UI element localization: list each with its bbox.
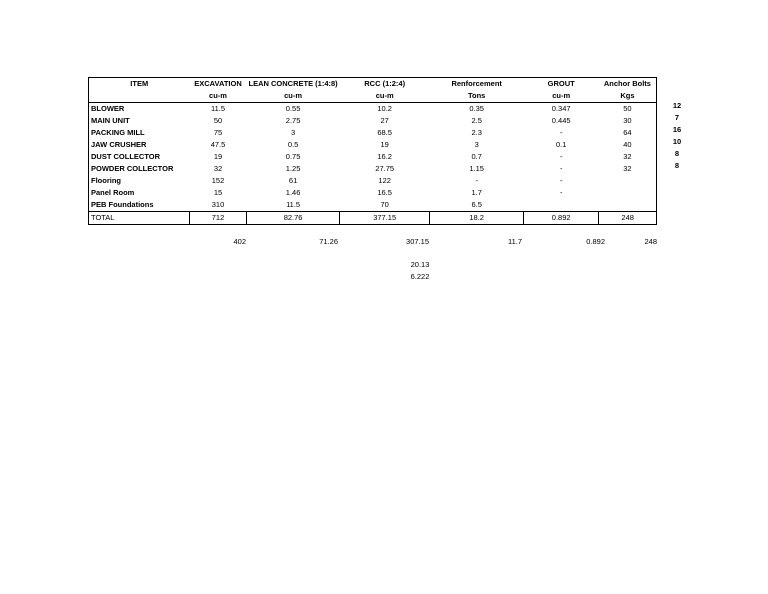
value-cell: 0.5 bbox=[287, 140, 299, 149]
side-value: 10 bbox=[672, 137, 682, 146]
value-cell: - bbox=[559, 188, 563, 197]
table-row bbox=[89, 175, 657, 187]
below-sum-excavation: 402 bbox=[233, 237, 246, 246]
value-cell: 2.3 bbox=[471, 128, 482, 137]
value-cell: 0.35 bbox=[469, 104, 484, 113]
item-name: PACKING MILL bbox=[91, 128, 145, 137]
value-cell: - bbox=[559, 128, 563, 137]
value-cell: 16.2 bbox=[377, 152, 392, 161]
value-cell: 47.5 bbox=[210, 140, 226, 149]
side-value: 12 bbox=[672, 101, 682, 110]
value-cell: 32 bbox=[213, 164, 223, 173]
table-row bbox=[89, 187, 657, 199]
value-cell bbox=[599, 199, 657, 212]
value-cell: 0.55 bbox=[285, 104, 301, 113]
value-cell: 50 bbox=[213, 116, 223, 125]
value-cell: 32 bbox=[623, 164, 632, 173]
total-anchor-bolts: 248 bbox=[599, 212, 657, 225]
value-cell: 16.5 bbox=[377, 188, 392, 197]
value-cell: 19 bbox=[213, 152, 223, 161]
value-cell: 64 bbox=[623, 128, 632, 137]
value-cell: 0.7 bbox=[471, 152, 482, 161]
value-cell: 11.5 bbox=[286, 200, 301, 209]
value-cell: 0.445 bbox=[551, 116, 571, 125]
table-row bbox=[89, 151, 657, 163]
total-row bbox=[89, 212, 657, 225]
item-name: PEB Foundations bbox=[91, 200, 154, 209]
header-anchor-bolts: Anchor Bolts bbox=[603, 79, 651, 88]
value-cell: 32 bbox=[623, 152, 632, 161]
unit-cell: cu-m bbox=[524, 90, 599, 103]
header-item: ITEM bbox=[130, 79, 149, 88]
side-value: 16 bbox=[672, 125, 682, 134]
item-name: Flooring bbox=[91, 176, 121, 185]
table-row bbox=[89, 139, 657, 151]
unit-cell: cu-m bbox=[247, 90, 340, 103]
below-sum-rcc: 307.15 bbox=[406, 237, 429, 246]
value-cell: 3 bbox=[474, 140, 479, 149]
table-row bbox=[89, 115, 657, 127]
value-cell: 61 bbox=[288, 176, 298, 185]
total-label: TOTAL bbox=[89, 212, 190, 225]
header-excavation: EXCAVATION bbox=[194, 79, 242, 88]
below-sum-anchor-bolts: 248 bbox=[644, 237, 657, 246]
item-name: BLOWER bbox=[91, 104, 125, 113]
value-cell: 1.7 bbox=[471, 188, 482, 197]
header-grout: GROUT bbox=[547, 79, 575, 88]
value-cell: - bbox=[559, 176, 563, 185]
below-sum-lean-concrete: 71.26 bbox=[319, 237, 338, 246]
unit-cell: Kgs bbox=[599, 90, 657, 103]
total-grout: 0.892 bbox=[524, 212, 599, 225]
total-lean-concrete: 82.76 bbox=[247, 212, 340, 225]
value-cell: - bbox=[559, 164, 563, 173]
table-row bbox=[89, 199, 657, 212]
value-cell: 40 bbox=[623, 140, 632, 149]
header-reinforcement: Renforcement bbox=[451, 79, 502, 88]
value-cell: 11.5 bbox=[210, 104, 226, 113]
value-cell: 3 bbox=[291, 128, 296, 137]
table-row bbox=[89, 103, 657, 116]
value-cell: 75 bbox=[213, 128, 223, 137]
value-cell: - bbox=[475, 176, 478, 185]
extra-value: 20.13 bbox=[410, 260, 430, 269]
side-value: 7 bbox=[674, 113, 680, 122]
value-cell: 0.75 bbox=[285, 152, 301, 161]
header-row bbox=[89, 78, 657, 91]
value-cell: 19 bbox=[380, 140, 389, 149]
unit-cell: Tons bbox=[430, 90, 524, 103]
side-value: 8 bbox=[674, 149, 680, 158]
item-name: JAW CRUSHER bbox=[91, 140, 147, 149]
value-cell: 310 bbox=[211, 200, 225, 209]
value-cell: 27 bbox=[380, 116, 389, 125]
below-sum-reinforcement: 11.7 bbox=[507, 237, 522, 246]
value-cell: 27.75 bbox=[375, 164, 395, 173]
value-cell: 0.347 bbox=[551, 104, 571, 113]
value-cell: 2.5 bbox=[471, 116, 482, 125]
total-rcc: 377.15 bbox=[340, 212, 430, 225]
value-cell: 50 bbox=[623, 104, 632, 113]
below-sum-grout: 0.892 bbox=[586, 237, 605, 246]
total-reinforcement: 18.2 bbox=[430, 212, 524, 225]
value-cell: 2.75 bbox=[285, 116, 301, 125]
header-rcc: RCC (1:2:4) bbox=[364, 79, 406, 88]
item-name: POWDER COLLECTOR bbox=[91, 164, 174, 173]
value-cell: 122 bbox=[378, 176, 391, 185]
value-cell: 1.25 bbox=[285, 164, 301, 173]
unit-cell bbox=[89, 90, 190, 103]
value-cell: 0.1 bbox=[555, 140, 567, 149]
unit-cell: cu-m bbox=[190, 90, 247, 103]
extra-value: 6.222 bbox=[410, 272, 430, 281]
side-value: 8 bbox=[674, 161, 680, 170]
item-name: DUST COLLECTOR bbox=[91, 152, 161, 161]
total-excavation: 712 bbox=[190, 212, 247, 225]
value-cell: 15 bbox=[213, 188, 223, 197]
value-cell bbox=[599, 175, 657, 187]
value-cell bbox=[599, 187, 657, 199]
value-cell bbox=[524, 199, 599, 212]
value-cell: 10.2 bbox=[377, 104, 392, 113]
header-lean-concrete: LEAN CONCRETE (1:4:8) bbox=[248, 79, 338, 88]
table-row bbox=[89, 163, 657, 175]
value-cell: - bbox=[559, 152, 563, 161]
value-cell: 152 bbox=[211, 176, 225, 185]
units-row bbox=[89, 90, 657, 103]
value-cell: 68.5 bbox=[377, 128, 392, 137]
value-cell: 30 bbox=[623, 116, 632, 125]
value-cell: 6.5 bbox=[471, 200, 482, 209]
table-row bbox=[89, 127, 657, 139]
value-cell: 70 bbox=[380, 200, 389, 209]
item-name: MAIN UNIT bbox=[91, 116, 130, 125]
quantity-table bbox=[88, 77, 657, 225]
value-cell: 1.46 bbox=[285, 188, 301, 197]
item-name: Panel Room bbox=[91, 188, 135, 197]
unit-cell: cu-m bbox=[340, 90, 430, 103]
value-cell: 1.15 bbox=[469, 164, 484, 173]
